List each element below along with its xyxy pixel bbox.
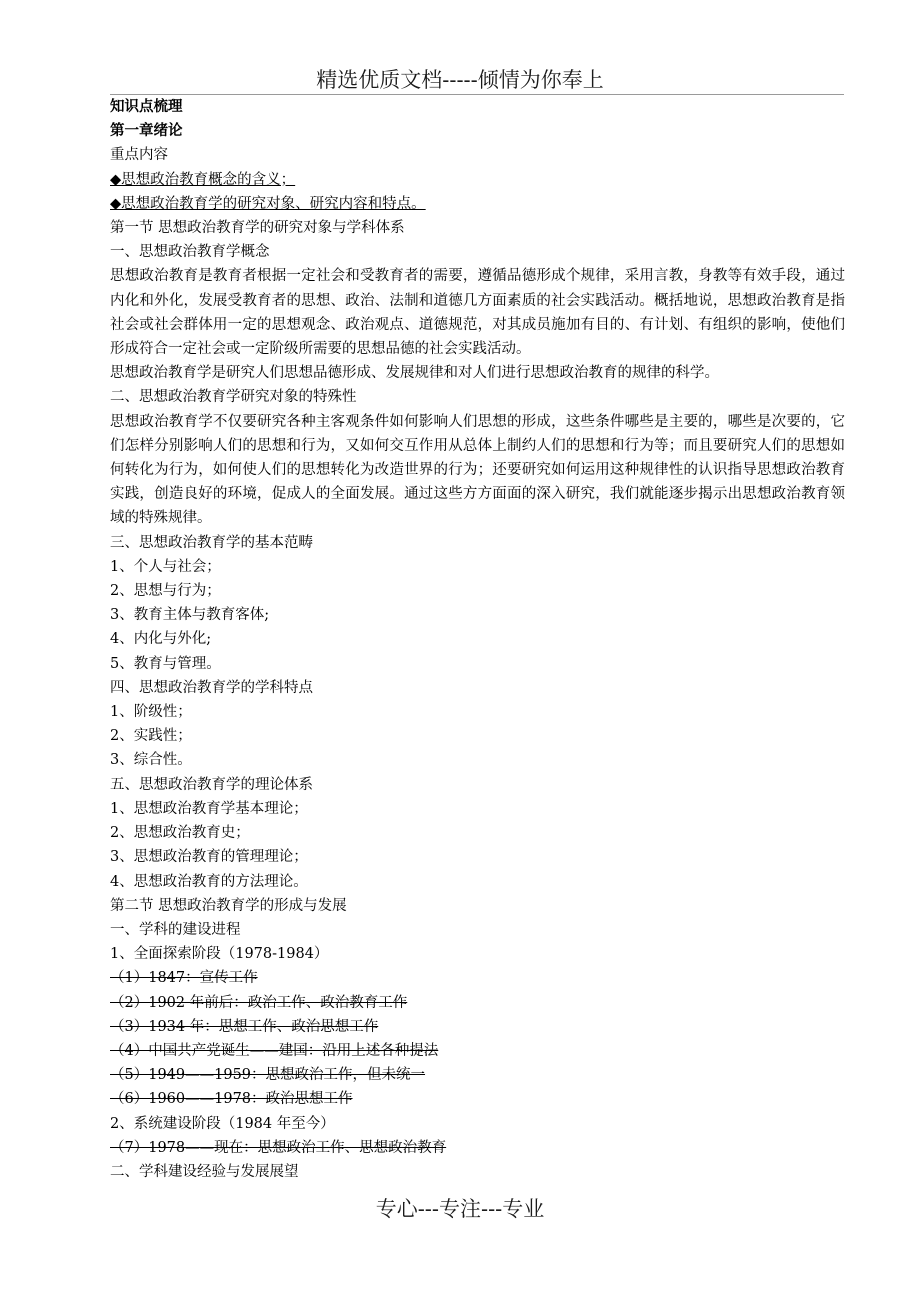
paragraph: 思想政治教育是教育者根据一定社会和受教育者的需要，遵循品德形成个规律，采用言教，身教等有效手段，通过内化和外化，发展受教育者的思想、政治、法制和道德几方面素质的社会实践活动。概括地说，思想政治教育是指社会或社会群体用一定的思想观念、政治观点、道德规范，对其成员施加有目的、有计划、有组织的影响，使他们形成符合一定社会或一定阶级所需要的思想品德的社会实践活动。 <box>110 268 845 358</box>
subsection-heading: 一、思想政治教育学概念 <box>110 244 270 261</box>
paragraph: 思想政治教育学是研究人们思想品德形成、发展规律和对人们进行思想政治教育的规律的科学。 <box>110 365 719 382</box>
stage-heading: 1、全面探索阶段（1978-1984） <box>110 946 329 963</box>
struck-list-item: （1）1847：宣传工作 <box>110 970 258 987</box>
key-point: ◆思想政治教育学的研究对象、研究内容和特点。 <box>110 195 426 212</box>
list-item: 1、阶级性； <box>110 704 192 721</box>
subsection-heading: 四、思想政治教育学的学科特点 <box>110 679 313 696</box>
subsection-heading: 五、思想政治教育学的理论体系 <box>110 776 313 793</box>
section-title: 第二节 思想政治教育学的形成与发展 <box>110 897 347 914</box>
chapter-title: 第一章绪论 <box>110 123 183 140</box>
list-item: 3、教育主体与教育客体; <box>110 607 270 624</box>
struck-list-item: （5）1949——1959：思想政治工作，但未统一 <box>110 1067 426 1084</box>
list-item: 4、思想政治教育的方法理论。 <box>110 873 308 890</box>
list-item: 2、思想与行为； <box>110 583 221 600</box>
paragraph: 思想政治教育学不仅要研究各种主客观条件如何影响人们思想的形成，这些条件哪些是主要的，哪些是次要的，它们怎样分别影响人们的思想和行为，又如何交互作用从总体上制约人们的思想和行为等；而且要研究人们的思想如何转化为行为，如何使人们的思想转化为改造世界的行为；还要研究如何运用这种规律性的认识指导思想政治教育实践，创造良好的环境，促成人的全面发展。通过这些方方面面的深入研究，我们就能逐步揭示出思想政治教育领域的特殊规律。 <box>110 413 845 527</box>
section-title: 第一节 思想政治教育学的研究对象与学科体系 <box>110 220 405 237</box>
list-item: 4、内化与外化; <box>110 631 212 648</box>
list-item: 3、综合性。 <box>110 752 192 769</box>
struck-list-item: （6）1960——1978：政治思想工作 <box>110 1091 353 1108</box>
subsection-heading: 一、学科的建设进程 <box>110 921 241 938</box>
subsection-heading: 二、思想政治教育学研究对象的特殊性 <box>110 389 357 406</box>
list-item: 5、教育与管理。 <box>110 655 221 672</box>
subsection-heading: 二、学科建设经验与发展展望 <box>110 1163 299 1180</box>
key-point: ◆思想政治教育概念的含义； <box>110 171 296 188</box>
struck-list-item: （4）中国共产党诞生——建国：沿用上述各种提法 <box>110 1042 439 1059</box>
document-title: 知识点梳理 <box>110 99 183 115</box>
page-header: 精选优质文档-----倾情为你奉上 <box>316 68 604 92</box>
key-content-heading: 重点内容 <box>110 147 168 164</box>
list-item: 3、思想政治教育的管理理论； <box>110 849 308 866</box>
struck-list-item: （7）1978——现在：思想政治工作、思想政治教育 <box>110 1139 447 1156</box>
page-footer: 专心---专注---专业 <box>375 1197 545 1221</box>
document-body <box>110 95 845 1184</box>
list-item: 2、实践性； <box>110 728 192 745</box>
list-item: 1、个人与社会； <box>110 558 221 575</box>
subsection-heading: 三、思想政治教育学的基本范畴 <box>110 534 313 551</box>
list-item: 1、思想政治教育学基本理论； <box>110 800 308 817</box>
list-item: 2、思想政治教育史； <box>110 825 250 842</box>
stage-heading: 2、系统建设阶段（1984 年至今） <box>110 1115 335 1132</box>
struck-list-item: （2）1902 年前后：政治工作、政治教育工作 <box>110 994 408 1011</box>
struck-list-item: （3）1934 年：思想工作、政治思想工作 <box>110 1018 379 1035</box>
